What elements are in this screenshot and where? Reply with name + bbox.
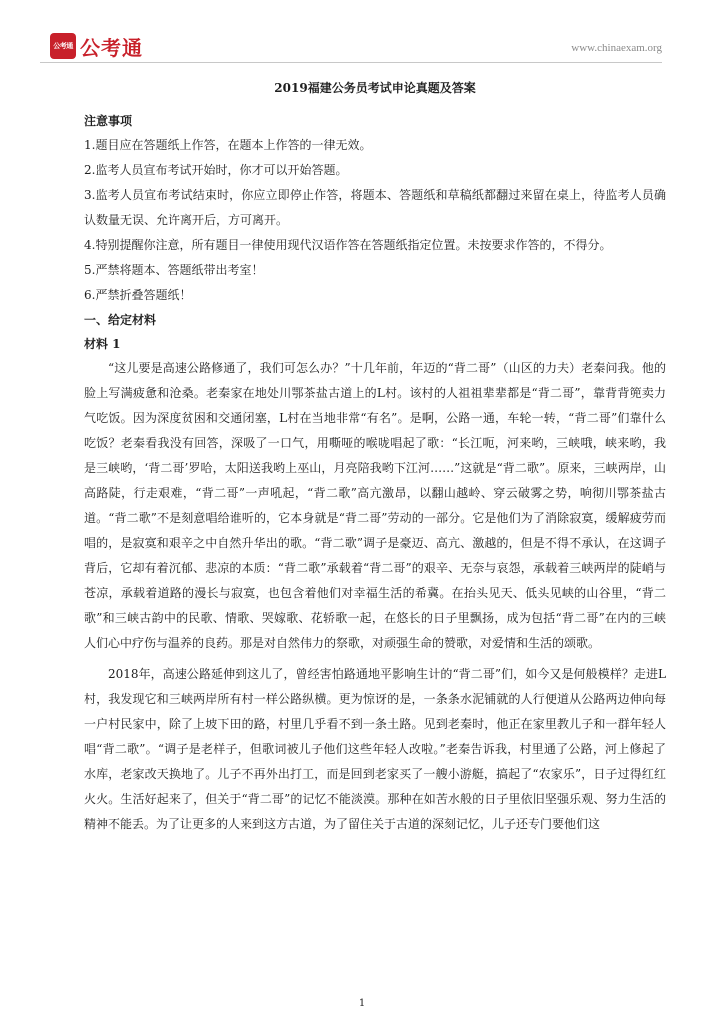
notice-item: 2.监考人员宣布考试开始时，你才可以开始答题。 xyxy=(84,163,348,177)
notice-item: 6.严禁折叠答题纸！ xyxy=(84,288,192,302)
notice-item: 4.特别提醒你注意，所有题目一律使用现代汉语作答在答题纸指定位置。未按要求作答的，不得分。 xyxy=(84,238,612,252)
document-body xyxy=(84,79,666,843)
material-paragraph: “这儿要是高速公路修通了，我们可怎么办？”十几年前，年迈的“背二哥”（山区的力夫）老秦问我。他的脸上写满疲惫和沧桑。老秦家在地处川鄂茶盐古道上的L村。该村的人祖祖辈辈都是“背二哥”，靠背背篼卖力气吃饭。因为深度贫困和交通闭塞，L村在当地非常“有名”。是啊，公路一通，车轮一转，“背二哥”们靠什么吃饭？老秦看我没有回答，深吸了一口气，用嘶哑的喉咙唱起了歌：“长江呃，河来哟，三峡哦，峡来哟，我是三峡哟，‘背二哥’罗哈，太阳送我哟上巫山，月亮陪我哟下江河……”这就是“背二歌”。原来，三峡两岸，山高路陡，行走艰难，“背二哥”一声吼起，“背二歌”高亢激昂，以翻山越岭、穿云破雾之势，响彻川鄂茶盐古道。“背二歌”不是刻意唱给谁听的，它本身就是“背二哥”劳动的一部分。它是他们为了消除寂寞，缓解疲劳而唱的，是寂寞和艰辛之中自然升华出的歌。“背二歌”调子是豪迈、高亢、激越的，但是不得不承认，在这调子背后，它却有着沉郁、悲凉的本质：“背二歌”承载着“背二哥”的艰辛、无奈与哀怨，承载着三峡两岸的陡峭与苍凉，承载着道路的漫长与寂寞，也包含着他们对幸福生活的希冀。在抬头见天、低头见峡的山谷里，“背二歌”和三峡古韵中的民歌、情歌、哭嫁歌、花轿歌一起，在悠长的日子里飘扬，成为包括“背二哥”在内的三峡人们心中疗伤与温养的良药。那是对自然伟力的祭歌，对顽强生命的赞歌，对爱情和生活的颂歌。 xyxy=(84,361,666,650)
notice-item: 3.监考人员宣布考试结束时，你应立即停止作答，将题本、答题纸和草稿纸都翻过来留在桌上，待监考人员确认数量无误、允许离开后，方可离开。 xyxy=(84,188,666,227)
material-paragraph: 2018年，高速公路延伸到这儿了，曾经害怕路通地平影响生计的“背二哥”们，如今又是何般模样？走进L村，我发现它和三峡两岸所有村一样公路纵横。更为惊讶的是，一条条水泥铺就的人行便道从公路两边伸向每一户村民家中，除了上坡下田的路，村里几乎看不到一条土路。见到老秦时，他正在家里教儿子和一群年轻人唱“背二歌”。“调子是老样子，但歌词被儿子他们这些年轻人改啦。”老秦告诉我，村里通了公路，河上修起了水库，老家改天换地了。儿子不再外出打工，而是回到老家买了一艘小游艇，搞起了“农家乐”，日子过得红红火火。生活好起来了，但关于“背二哥”的记忆不能淡漠。那种在如苦水般的日子里依旧坚强乐观、努力生活的精神不能丢。为了让更多的人来到这方古道，为了留住关于古道的深刻记忆，儿子还专门要他们这 xyxy=(84,667,666,831)
page-number: 1 xyxy=(358,998,366,1009)
notice-item: 5.严禁将题本、答题纸带出考室！ xyxy=(84,263,264,277)
page-header xyxy=(40,28,662,62)
site-url[interactable]: www.chinaexam.org xyxy=(571,42,662,54)
document-title: 2019福建公务员考试申论真题及答案 xyxy=(274,81,476,95)
section-heading: 一、给定材料 xyxy=(84,313,157,327)
notice-item: 1.题目应在答题纸上作答，在题本上作答的一律无效。 xyxy=(84,138,372,152)
material-heading: 材料 1 xyxy=(84,337,121,351)
notice-heading: 注意事项 xyxy=(84,114,133,128)
logo-text: 公考通 xyxy=(80,36,143,60)
header-divider xyxy=(40,62,662,63)
logo-badge: 公考通 xyxy=(50,33,76,59)
